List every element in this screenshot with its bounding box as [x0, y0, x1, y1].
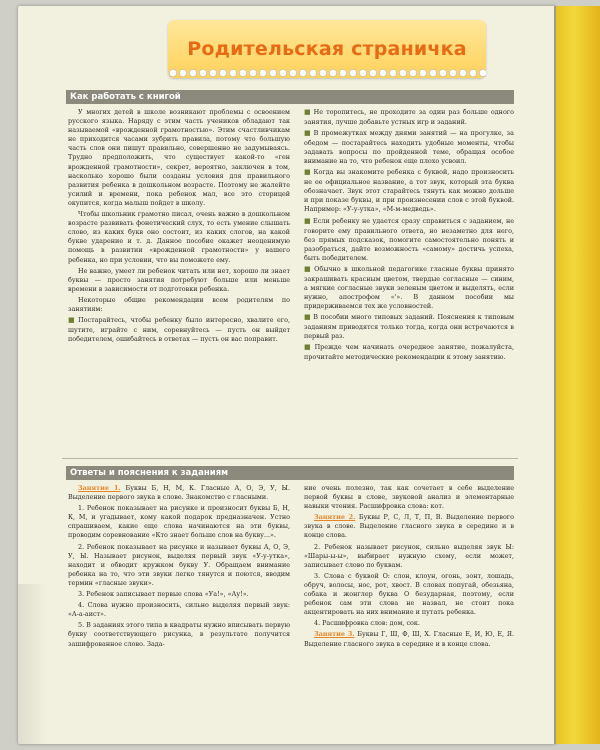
- bullet-item: ■ Постарайтесь, чтобы ребенку было интересно, хвалите его, шутите, играйте с ним, соревнуйтесь — пусть он выйдет победителем, ошибайтесь в ответах — пусть он вас поправит.: [68, 316, 290, 344]
- bullet-item: ■ В промежутках между днями занятий — на прогулке, за обедом — постарайтесь находить удобные моменты, чтобы задавать вопросы по пройденной теме, обращая особое внимание на то, что ребенок еще плохо усвоил.: [304, 129, 514, 166]
- square-bullet-icon: ■: [304, 108, 312, 116]
- section-heading-answers: Ответы и пояснения к заданиям: [66, 466, 514, 480]
- page-shadow: [18, 584, 48, 744]
- bullet-item: ■ Обычно в школьной педагогике гласные буквы принято закрашивать красным цветом, твердые согласные — синим, а мягкие согласные звуки зеленым цветом и выделять, если нужно, апострофом «'». В данном пособии мы придерживаемся тех же условностей.: [304, 264, 514, 311]
- section1-left-column: [68, 108, 290, 346]
- page-title: Родительская страничка: [187, 38, 467, 60]
- spiral-binding-decoration: [168, 66, 486, 80]
- answer-paragraph: Занятие 1. Буквы Б, Н, М, К. Гласные А, О, Э, У, Ы. Выделение первого звука в слове. Знакомство с гласными.: [68, 484, 290, 502]
- lesson-label: Занятие 1.: [78, 484, 121, 492]
- section1-right-column: [304, 108, 514, 364]
- answer-paragraph: 4. Слова нужно произносить, сильно выделяя первый звук: «А-а-аист».: [68, 601, 290, 619]
- lesson-label: Занятие 2.: [314, 513, 356, 522]
- bullet-item: ■ Когда вы знакомите ребенка с буквой, надо произносить не ее официальное название, а тот звук, который эта буква обозначает. Звук этот старайтесь тянуть как можно дольше и при показе буквы, и при произнесении слов с этой буквой. Например: «У-у-утка», «М-м-медведь».: [304, 168, 514, 214]
- paragraph: Некоторые общие рекомендации всем родителям по занятиям:: [68, 295, 290, 313]
- section-heading-how-to-work: Как работать с книгой: [66, 90, 514, 104]
- answer-paragraph: Занятие 2. Буквы Р, С, Л, Т, П, В. Выделение первого звука в слове. Выделение гласного звука в середине и в конце слова.: [304, 513, 515, 540]
- lesson-label: Занятие 3.: [314, 630, 355, 639]
- square-bullet-icon: ■: [68, 316, 77, 325]
- yellow-page-edge: [556, 6, 600, 744]
- paragraph: У многих детей в школе возникают проблемы с освоением русского языка. Наряду с этим часть учеников обладают так называемой «врожденной грамотностью». Этим счастливчикам не приходится часами зубрить правила, потому что большую часть слов они пишут правильно, совершенно не задумываясь. Трудно предположить, что существует какой-то «ген врожденной грамотности», секрет, вероятно, заключен в том, насколько хорошо были созданы условия для правильного развития ребенка в дошкольном возрасте. Поэтому не жалейте усилий и времени, пока ребенок мал, все это сторицей окупится, когда малыш пойдет в школу.: [68, 108, 290, 207]
- square-bullet-icon: ■: [304, 216, 312, 225]
- bullet-item: ■ В пособии много типовых заданий. Пояснения к типовым заданиям приводятся только тогда, когда они встречаются в первый раз.: [304, 313, 514, 341]
- bullet-item: ■ Если ребенку не удается сразу справиться с заданием, не говорите ему правильного ответа, но незаметно для него, без прямых подсказок, помогите самостоятельно понять и разобраться, дайте возможность «самому» достичь успеха, быть победителем.: [304, 216, 514, 262]
- answer-paragraph: 2. Ребенок показывает на рисунке и называет буквы А, О, Э, У, Ы. Называет рисунок, выделяя первый звук «У-у-утка», находит и обводит кружком букву У. Обращаем внимание ребенка на то, что эти звуки легко тянутся и поются, вводим термин «гласные звуки».: [68, 542, 290, 587]
- section2-left-column: [68, 484, 290, 651]
- square-bullet-icon: ■: [304, 129, 312, 138]
- square-bullet-icon: ■: [304, 313, 312, 322]
- paragraph: Чтобы школьник грамотно писал, очень важно в дошкольном возрасте развивать фонетический слух, то есть умение слышать слово, из каких букв оно состоит, из каких слогов, на какой букве ударение и т. д. Данное пособие окажет неоценимую помощь в развитии «врожденной грамотности» у вашего ребенка, но при условии, что вы поможете ему.: [68, 210, 290, 264]
- answer-paragraph: 3. Ребенок записывает первые слова «Уа!», «Ау!».: [78, 590, 249, 599]
- section-divider: [62, 458, 518, 459]
- answer-paragraph: 3. Слова с буквой О: слон, клоун, огонь, зонт, лошадь, обруч, волосы, нос, рот, хвост. В словах попугай, обезьяна, собака и жонглер буква О безударная, поэтому, если ребенок сам эти слова не назвал, не стоит пока акцентировать на них внимание и путать ребенка.: [304, 571, 514, 617]
- square-bullet-icon: ■: [304, 264, 313, 273]
- paragraph: Не важно, умеет ли ребенок читать или нет, хорошо ли знает буквы — просто занятия потребуют больше или меньше времени в зависимости от подготовки ребенка.: [68, 266, 290, 293]
- answer-paragraph: 1. Ребенок показывает на рисунке и произносит буквы Б, Н, К, М, и угадывает, кому какой подарок предназначен. Устно спрашиваем, какие еще слова начинаются на эти буквы, проводим соревнование «Кто знает больше слов на букву...».: [68, 504, 290, 540]
- answer-paragraph: ние очень полезно, так как сочетает в себе выделение первой буквы в слове, звуковой анализ и элементарные навыки чтения. Расшифровка слова: кот.: [304, 484, 514, 511]
- answer-paragraph: Занятие 3. Буквы Г, Ш, Ф, Ш, Х. Гласные Е, И, Ю, Е, Я. Выделение гласного звука в середине и в конце слова.: [304, 630, 515, 648]
- square-bullet-icon: ■: [304, 168, 312, 177]
- answer-paragraph: 4. Расшифровка слов: дом, сок.: [314, 619, 420, 628]
- bullet-item: ■ Не торопитесь, не проходите за один раз больше одного занятия, лучше добавьте устных игр и заданий.: [304, 108, 514, 126]
- answer-paragraph: 2. Ребенок называет рисунок, сильно выделяя звук Ы: «Шары-ы-ы», выбирает нужную схему, если может, записывает слово по буквам.: [304, 542, 514, 569]
- square-bullet-icon: ■: [304, 343, 313, 352]
- book-page: [18, 6, 556, 744]
- answer-paragraph: 5. В заданиях этого типа в квадраты нужно вписывать первую букву соответствующего рисунка, в результате получится зашифрованное слово. Зада-: [68, 621, 291, 648]
- section2-right-column: [304, 484, 514, 651]
- bullet-item: ■ Прежде чем начинать очередное занятие, пожалуйста, прочитайте методические рекомендации к этому занятию.: [304, 343, 514, 362]
